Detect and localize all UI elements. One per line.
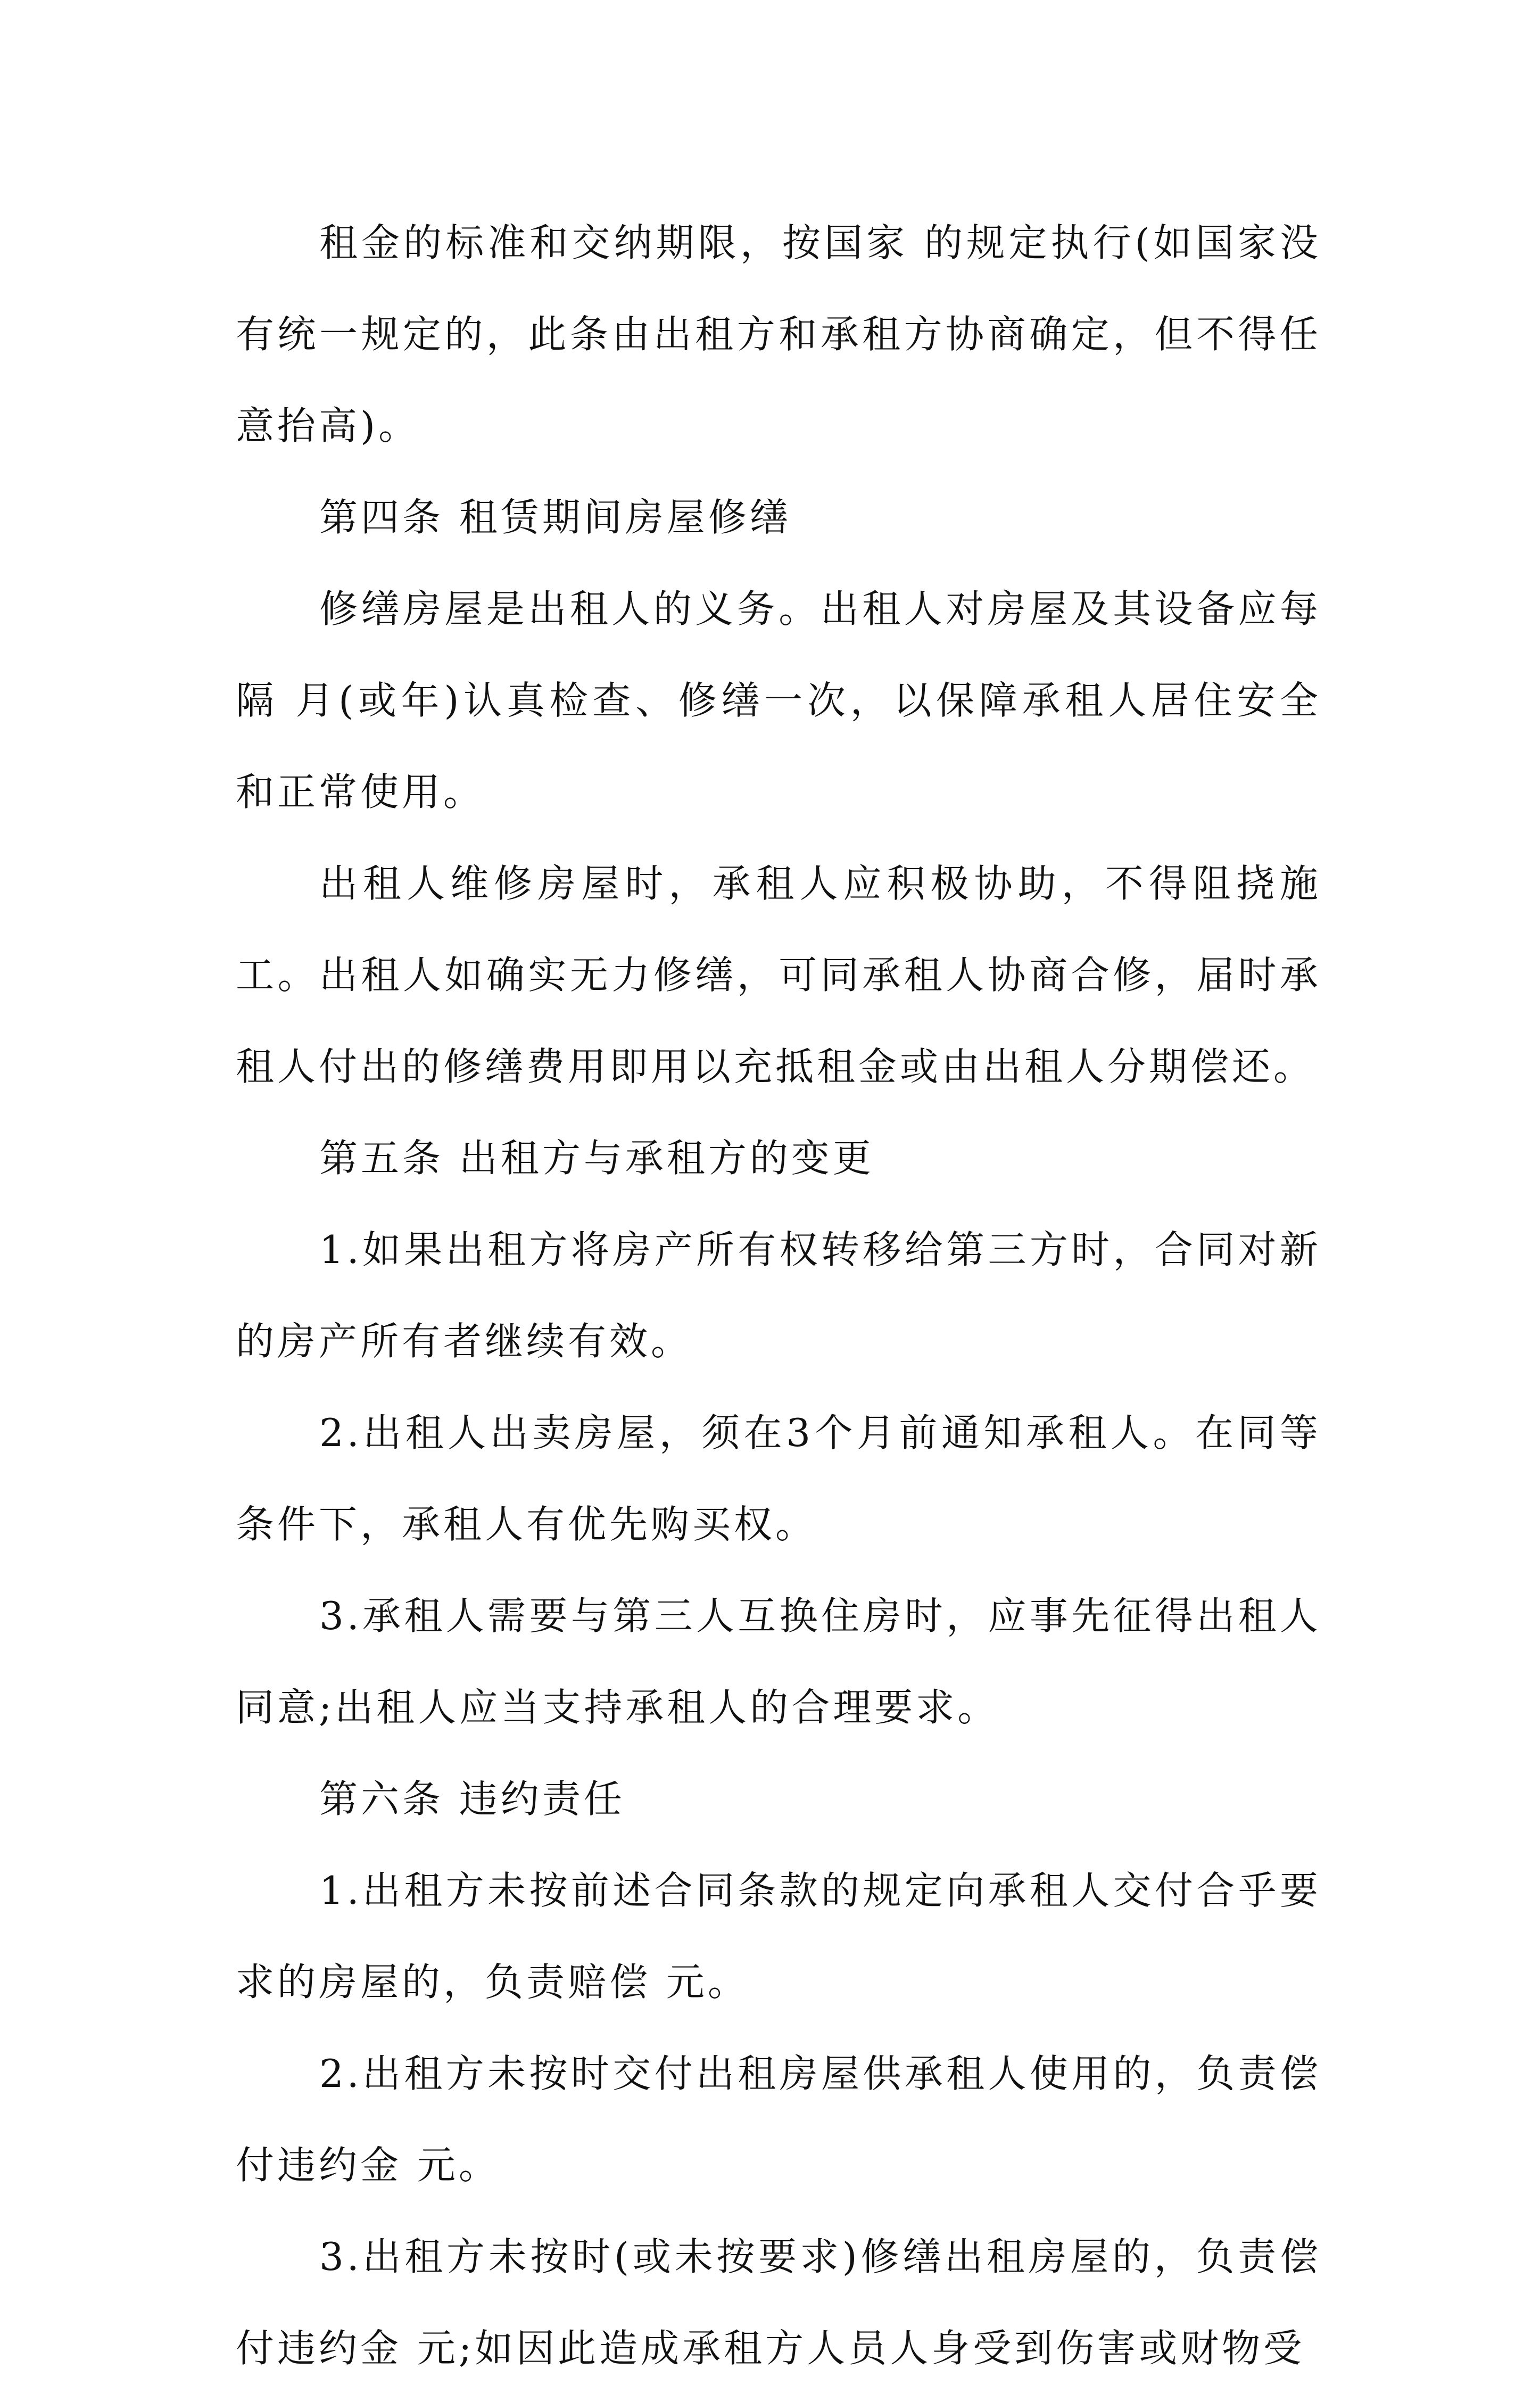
paragraph-repair-duty: 修缮房屋是出租人的义务。出租人对房屋及其设备应每隔 月(或年)认真检查、修缮一次，以保障承租人居住安全和正常使用。 xyxy=(236,587,1321,814)
paragraph-rent-standard: 租金的标准和交纳期限，按国家 的规定执行(如国家没有统一规定的，此条由出租方和承租方协商确定，但不得任意抬高)。 xyxy=(236,220,1321,448)
paragraph-breach-1: 1.出租方未按前述合同条款的规定向承租人交付合乎要求的房屋的，负责赔偿 元。 xyxy=(236,1868,1321,2004)
article-5-heading: 第五条 出租方与承租方的变更 xyxy=(319,1136,874,1181)
article-6-heading: 第六条 违约责任 xyxy=(319,1777,625,1821)
paragraph-breach-2: 2.出租方未按时交付出租房屋供承租人使用的，负责偿付违约金 元。 xyxy=(236,2051,1321,2187)
paragraph-housing-exchange: 3.承租人需要与第三人互换住房时，应事先征得出租人同意;出租人应当支持承租人的合理要求。 xyxy=(236,1594,1321,1730)
document-body xyxy=(236,197,1321,2394)
paragraph-repair-assist: 出租人维修房屋时，承租人应积极协助，不得阻挠施工。出租人如确实无力修缮，可同承租人协商合修，届时承租人付出的修缮费用即用以充抵租金或由出租人分期偿还。 xyxy=(236,861,1321,1089)
paragraph-breach-3: 3.出租方未按时(或未按要求)修缮出租房屋的，负责偿付违约金 元;如因此造成承租方人员人身受到伤害或财物受 xyxy=(236,2234,1321,2371)
article-4-heading: 第四条 租赁期间房屋修缮 xyxy=(319,495,791,540)
paragraph-ownership-transfer: 1.如果出租方将房产所有权转移给第三方时，合同对新的房产所有者继续有效。 xyxy=(236,1227,1321,1364)
paragraph-sale-notice: 2.出租人出卖房屋，须在3个月前通知承租人。在同等条件下，承租人有优先购买权。 xyxy=(236,1410,1321,1547)
